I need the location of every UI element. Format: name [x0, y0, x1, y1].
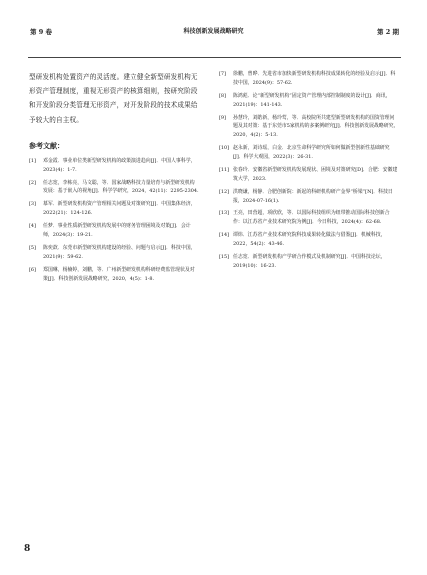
- reference-number: [3]: [29, 201, 36, 208]
- reference-text: 王亮，田营超，项欣欣，等．以国际科技组织为纽带推动国际科技创新合作：以江苏省产业技术研究院为例[J]．今日科技，2024(4)：62-68.: [233, 210, 390, 226]
- reference-item: [219, 70, 399, 88]
- reference-text: 邓金霞．事业单位类新型研发机构的政策演进趋向[J]．中国人事科学，2023(4)：1-7.: [43, 157, 196, 173]
- reference-item: [219, 253, 399, 271]
- reference-item: [29, 222, 199, 240]
- volume-label: 第 9 卷: [30, 28, 53, 36]
- reference-number: [14]: [219, 232, 230, 239]
- reference-text: 任梦．事业性质新型研发机构发展中的财务管理困境及对策[J]．会计师，2024(3)：19-21.: [43, 223, 191, 238]
- reference-text: 慕军．新型研发机构资产管理相关问题及对策研究[J]．中国集体经济，2022(21)：124-126.: [43, 201, 196, 217]
- reference-text: 赵永新，刘诗瑶，白金．北京生命科学研究所如何做新型创新性基础研究[J]．科学大观园，2022(3)：26-31.: [233, 145, 390, 160]
- references-list-right: [219, 70, 399, 271]
- reference-text: 陈鸿彪．论“新型研发机构”固定资产管理内部控制制度的设计[J]．商讯，2021(19)：141-143.: [233, 92, 391, 108]
- reference-text: 谭炜．江苏省产业技术研究院科技成果转化做法与借鉴[J]．机械科技，2022，54(2)：43-46.: [233, 232, 386, 248]
- reference-number: [13]: [219, 210, 230, 217]
- reference-number: [1]: [29, 157, 36, 164]
- reference-item: [219, 92, 399, 110]
- reference-number: [11]: [219, 166, 230, 173]
- reference-number: [15]: [219, 254, 230, 261]
- reference-text: 张春玲．安徽省新型研发机构发展现状、困境及对策研究[D]．合肥：安徽建筑大学，2023.: [233, 166, 398, 182]
- issue-label: 第 2 期: [376, 28, 399, 36]
- reference-number: [4]: [29, 223, 36, 230]
- right-column: [219, 70, 399, 275]
- reference-number: [2]: [29, 179, 36, 186]
- reference-number: [6]: [29, 266, 36, 273]
- reference-number: [9]: [219, 114, 226, 121]
- page-number: 8: [24, 544, 31, 554]
- reference-text: 陈奕歆．东莞市新型研发机构建设的经验、问题与启示[J]．科技中国，2021(9)：59-62.: [43, 244, 196, 260]
- reference-item: [219, 231, 399, 249]
- reference-item: [29, 200, 199, 218]
- reference-text: 任志宽，李栋亮，马文聪，等．国家战略科技力量培育与新型研发机构发展：基于嵌入的视角[J]．科学学研究，2024，42(11)：2295-2304.: [43, 179, 199, 195]
- reference-number: [10]: [219, 145, 230, 152]
- reference-text: 任志宽．新型研发机构产学研合作模式及机制研究[J]．中国科技论坛，2019(10)：16-23.: [233, 254, 386, 269]
- reference-text: 孙慧玲，刘皓新，杨玲莺，等．高校院所共建型新型研发机构的国资管理问题及其对策：基于东莞市5家机构的多案例研究[J]．科技创新发展战略研究，2020，4(2)：5-13.: [233, 114, 399, 139]
- reference-number: [12]: [219, 188, 230, 195]
- reference-item: [219, 166, 399, 184]
- reference-item: [219, 209, 399, 227]
- left-column: [29, 70, 199, 288]
- body-paragraph: 型研发机构处置资产的灵活度。建立健全新型研发机构无形资产管理制度，重视无形资产的核算细则，按研究阶段和开发阶段分类管理无形资产，对开发阶段的技术成果给予较大的自主权。: [29, 73, 198, 124]
- reference-item: [29, 266, 199, 284]
- reference-text: 郑国琳，杨楠婷，刘鹏，等．广州新型研发机构科研经费监管现状及对策[J]．科技创新发展战略研究，2020，4(5)：1-8.: [43, 266, 195, 282]
- reference-item: [29, 179, 199, 197]
- reference-item: [29, 244, 199, 262]
- reference-number: [5]: [29, 244, 36, 251]
- reference-item: [29, 157, 199, 175]
- reference-item: [219, 114, 399, 140]
- reference-number: [7]: [219, 71, 226, 77]
- references-heading: 参考文献：: [29, 140, 64, 150]
- references-list-left: [29, 157, 199, 284]
- reference-text: 徐鹏，曾晔．先进省市加快新型研发机构科技成果转化的经验及启示[J]．科技中国，2024(9)：57-62.: [233, 71, 396, 86]
- reference-number: [8]: [219, 92, 226, 99]
- journal-title: 科技创新发展战略研究: [183, 28, 244, 35]
- reference-item: [219, 144, 399, 162]
- reference-text: 洪晓谦，杨静．合肥创新院：新起的科研机构研产金界“桥梁”[N]．科技日报，2024-07-16(1).: [233, 188, 393, 204]
- reference-item: [219, 188, 399, 206]
- running-header: [22, 26, 405, 42]
- header-rule: [28, 57, 401, 58]
